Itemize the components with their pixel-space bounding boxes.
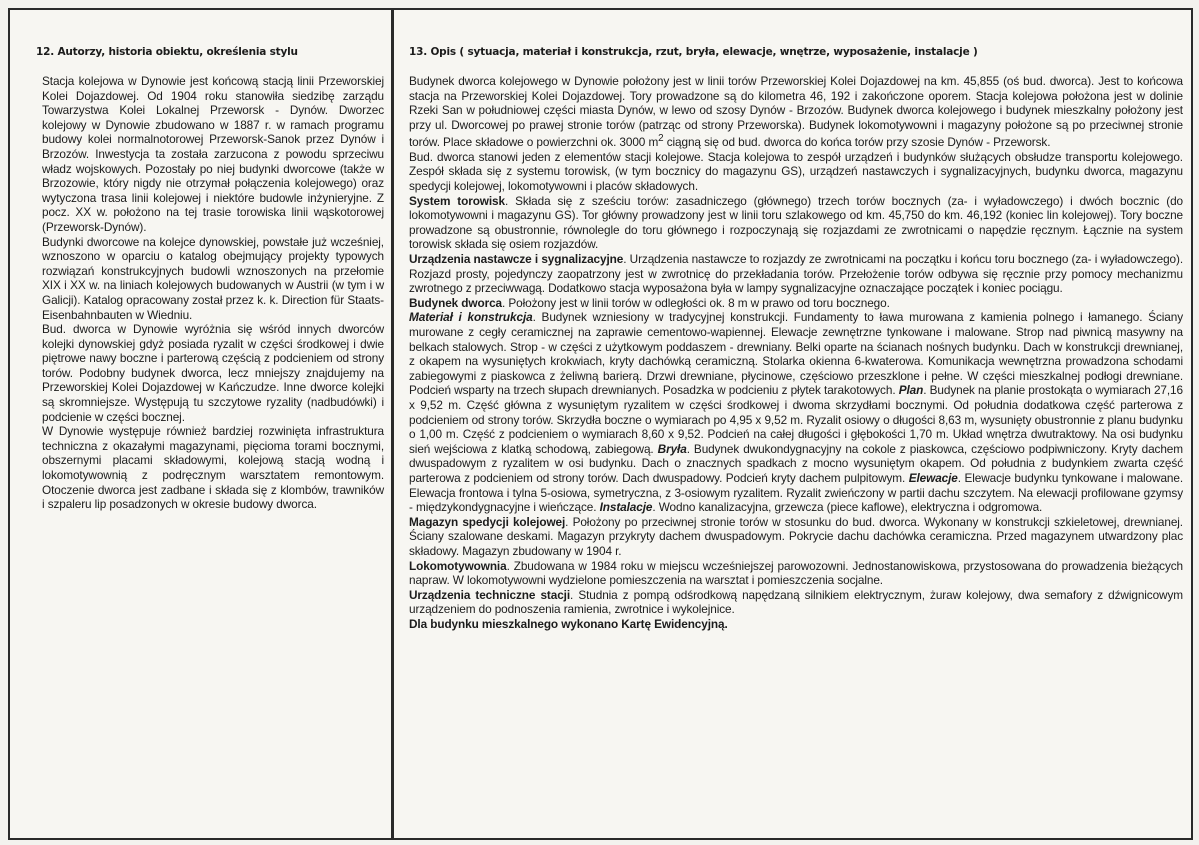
history-paragraph: W Dynowie występuje również bardziej rozwinięta infrastruktura techniczna z okazałymi magazynami, pięcioma torami bocznymi, obszernymi placami składowymi, kolejową stacją wodną i lokomotywownią z podręcznym warsztatem remontowym. Otoczenie dworca jest zadbane i składa się z klombów, trawników i szpaleru lip posadzonych w okresie budowy dworca. [42,424,384,512]
history-paragraph: Budynki dworcowe na kolejce dynowskiej, powstałe już wcześniej, wznoszono w oparciu o katalog obejmujący projekty typowych rozwiązań konstrukcyjnych budowli wznoszonych na przełomie XIX i XX w. na liniach kolejowych budowanych w Austrii (w tym i w Galicji). Katalog opracowany został przez k. k. Direction für Staats-Eisenbahnbauten w Wiedniu. [42,234,384,322]
tracks-label: System torowisk [409,193,505,208]
station-building-paragraph: Budynek dworca. Położony jest w linii torów w odległości ok. 8 m w prawo od toru bocznego. [409,295,890,310]
station-paragraph: Bud. dworca stanowi jeden z elementów stacji kolejowe. Stacja kolejowa to zespół urządzeń i budynków służących obsłudze transportu kolejowego. Zespół składa się z systemu torowisk, (w tym bocznicy do magazynu GS), urządzeń nastawczych i sygnalizacyjnych, budynku dworca, magazynu spedycji kolejowej, lokomotywowni i placów składowych. [409,149,1183,194]
tracks-paragraph: System torowisk. Składa się z sześciu torów: zasadniczego (głównego) trzech torów bocznych (za- i wyładowczego) i dwóch bocznic (do lokomotywowni i magazynu GS). Tor główny prowadzony jest w linii toru szlakowego od km. 45,750 do km. 46,192 (koniec lin kolejowej). Tory boczne prowadzone są obustronnie, równolegle do toru głównego i rozpoczynają się rozjazdami ze zwrotnicami o napędzie ręcznym. Łącznie na system torowisk składa się osiem rozjazdów. [409,193,1183,252]
material-label: Materiał i konstrukcja [409,310,533,325]
elevations-label: Elewacje [908,470,958,485]
description-column [399,10,1187,838]
technical-equipment-label: Urządzenia techniczne stacji [409,587,571,602]
construction-paragraph: Materiał i konstrukcja. Budynek wzniesiony w tradycyjnej konstrukcji. Fundamenty to ława murowana z kamienia polnego i łamanego. Ściany murowane z cegły ceramicznej na zaprawie cementowo-wapiennej. Elewacje zewnętrzne tynkowane i malowane. Strop nad piwnicą masywny na belkach stalowych. Strop - w części z użytkowym poddaszem - drewniany. Belki oparte na ścianach nośnych budynku. Dach w konstrukcji drewnianej, z okapem na wysuniętych krokwiach, kryty dachówką ceramiczną. Stolarka okienna 6-kwaterowa. Komunikacja wewnętrzna prowadzona schodami zabiegowymi z piaskowca z żeliwną barierą. Drzwi drewniane, płycinowe, częściowo przeszklone i pełne. W części mieszkalnej podłogi drewniane. Podcień wsparty na trzech słupach drewnianych. Posadzka w podcieniu z płytek tarakotowych. Plan. Budynek na planie prostokąta o wymiarach 27,16 x 9,52 m. Część główna z wysuniętym ryzalitem w części środkowej i dwoma skrzydłami bocznymi. Od południa dodatkowa część parterowa z podcieniem od strony torów. Skrzydła boczne o wymiarach po 4,95 x 9,52 m. Ryzalit osiowy o długości 8,63 m, wysunięty obustronnie z planu budynku o 1,00 m. Część z podcieniem o wymiarach 8,60 x 9,52. Podcień na całej długości i głębokości 1,70 m. Układ wnętrza dwutraktowy. Na osi budynku sień wejściowa z klatką schodową, zabiegową. Bryła. Budynek dwukondygnacyjny na cokole z piaskowca, częściowo podpiwniczony. Kryty dachem dwuspadowym z ryzalitem w osi budynku. Dach o znacznych spadkach z mocno wysuniętym okapem. Od południa z budynkiem zwarta część parterowa z podcieniem od strony torów. Dach dwuspadowy. Podcień kryty dachem pulpitowym. Elewacje. Elewacje budynku tynkowane i malowane. Elewacja frontowa i tylna 5-osiowa, symetryczna, z 3-osiowym ryzalitem. Ryzalit zwieńczony w partii dachu szczytem. Na elewacji profilowane gzymsy - międzykondygnacyjne i wieńczące. Instalacje. Wodno kanalizacyjna, grzewcza (piece kaflowe), elektryczna i odgromowa. [409,310,1183,515]
engine-shed-label: Lokomotywownia [409,558,507,573]
history-text [20,74,386,512]
station-building-label: Budynek dworca [409,295,502,310]
document-sheet [8,8,1193,840]
description-heading: 13. Opis ( sytuacja, materiał i konstrukcja, rzut, bryła, elewacje, wnętrze, wyposażenie, instalacje ) [409,46,978,58]
record-card-note: Dla budynku mieszkalnego wykonano Kartę Ewidencyjną. [409,616,728,631]
history-paragraph: Stacja kolejowa w Dynowie jest końcową stacją linii Przeworskiej Kolei Dojazdowej. Od 1904 roku stanowiła siedzibę zarządu Towarzystwa Kolei Lokalnej Przeworsk - Dynów. Dworzec kolejowy w Dynowie zbudowano w 1887 r. w ramach programu budowy kolei normalnotorowej Przeworsk-Sanok przez Dynów i Brzozów. Inwestycja ta została zarzucona z powodu sprzeciwu władz wojskowych. Pozostały po niej budynki dworcowe (także w Brzozowie, który nigdy nie otrzymał połączenia kolejowego) oraz wytyczona trasa linii kolejowej i niektóre budowle inżynieryjne. Z pocz. XX w. położono na tej trasie torowiska linii wąskotorowej (Przeworsk-Dynów). [42,74,384,234]
history-paragraph: Bud. dworca w Dynowie wyróżnia się wśród innych dworców kolejki dynowskiej gdyż posiada ryzalit w części środkowej i dwie piętrowe nawy boczne i parterową częścią z podcieniem od strony torów. Podobny budynek dworca, lecz mniejszy znajdujemy na Przeworskiej Kolei Dojazdowej w Kańczudze. Inne dworce kolejki są skromniejsze. Występują tu szczytowe ryzality (nadbudówki) i podcienie w części bocznej. [42,322,384,424]
engine-shed-paragraph: Lokomotywownia. Zbudowana w 1984 roku w miejscu wcześniejszej parowozowni. Jednostanowiskowa, przystosowana do prowadzenia bieżących napraw. W lokomotywowni wydzielone pomieszczenia na warsztat i pomieszczenia socjalne. [409,558,1183,588]
description-text [399,74,1187,631]
location-paragraph: Budynek dworca kolejowego w Dynowie położony jest w linii torów Przeworskiej Kolei Dojazdowej na km. 45,855 (oś bud. dworca). Jest to końcowa stacja na Przeworskiej Kolei Dojazdowej. Tory prowadzone są do kilometra 46, 192 i zakończone oporem. Stacja kolejowa położona jest w dolinie Rzeki San w południowej części miasta Dynów, w lewo od szosy Dynów - Brzozów. Budynek dworca kolejowego i budynek mieszkalny położony jest przy ul. Dworcowej po prawej stronie torów (patrząc od strony Przeworska). Budynek lokomotywowni i magazyny położone są po przeciwnej stronie torów. Place składowe o powierzchni ok. 3000 $m^2$ ciągną się od bud. dworca do końca torów przy szosie Dynów - Przeworsk. [409,74,1183,150]
warehouse-paragraph: Magazyn spedycji kolejowej. Położony po przeciwnej stronie torów w stosunku do bud. dworca. Wykonany w konstrukcji szkieletowej, drewnianej. Ściany szalowane deskami. Magazyn przykryty dachem dwuspadowym. Pokrycie dachu dachówka ceramiczna. Przed magazynem utwardzony plac składowy. Magazyn zbudowany w 1904 r. [409,514,1183,558]
massing-label: Bryła [657,441,687,456]
plan-label: Plan [898,383,924,398]
signals-paragraph: Urządzenia nastawcze i sygnalizacyjne. Urządzenia nastawcze to rozjazdy ze zwrotnicami na początku i końcu toru bocznego (za- i wyładowczego). Rozjazd prosty, pojedynczy zaopatrzony jest w zwrotnicę do przekładania torów. Przełożenie torów odbywa się ręcznie przy pomocy mechanizmu zwrotnego z przeciwwagą. Dodatkowo stacja wyposażona była w lampy sygnalizacyjne oznaczające początek i koniec pociągu. [409,252,1184,296]
technical-equipment-paragraph: Urządzenia techniczne stacji. Studnia z pompą odśrodkową napędzaną silnikiem elektrycznym, żuraw kolejowy, dwa semafory z dźwignicowym urządzeniem do podnoszenia ramienia, zwrotnice i wykolejnice. [409,587,1183,617]
signals-label: Urządzenia nastawcze i sygnalizacyjne [409,252,624,267]
history-heading: 12. Autorzy, historia obiektu, określenia stylu [36,46,298,58]
history-column [20,10,386,838]
column-divider [391,10,394,838]
installations-label: Instalacje [599,500,653,515]
warehouse-label: Magazyn spedycji kolejowej [409,514,566,529]
